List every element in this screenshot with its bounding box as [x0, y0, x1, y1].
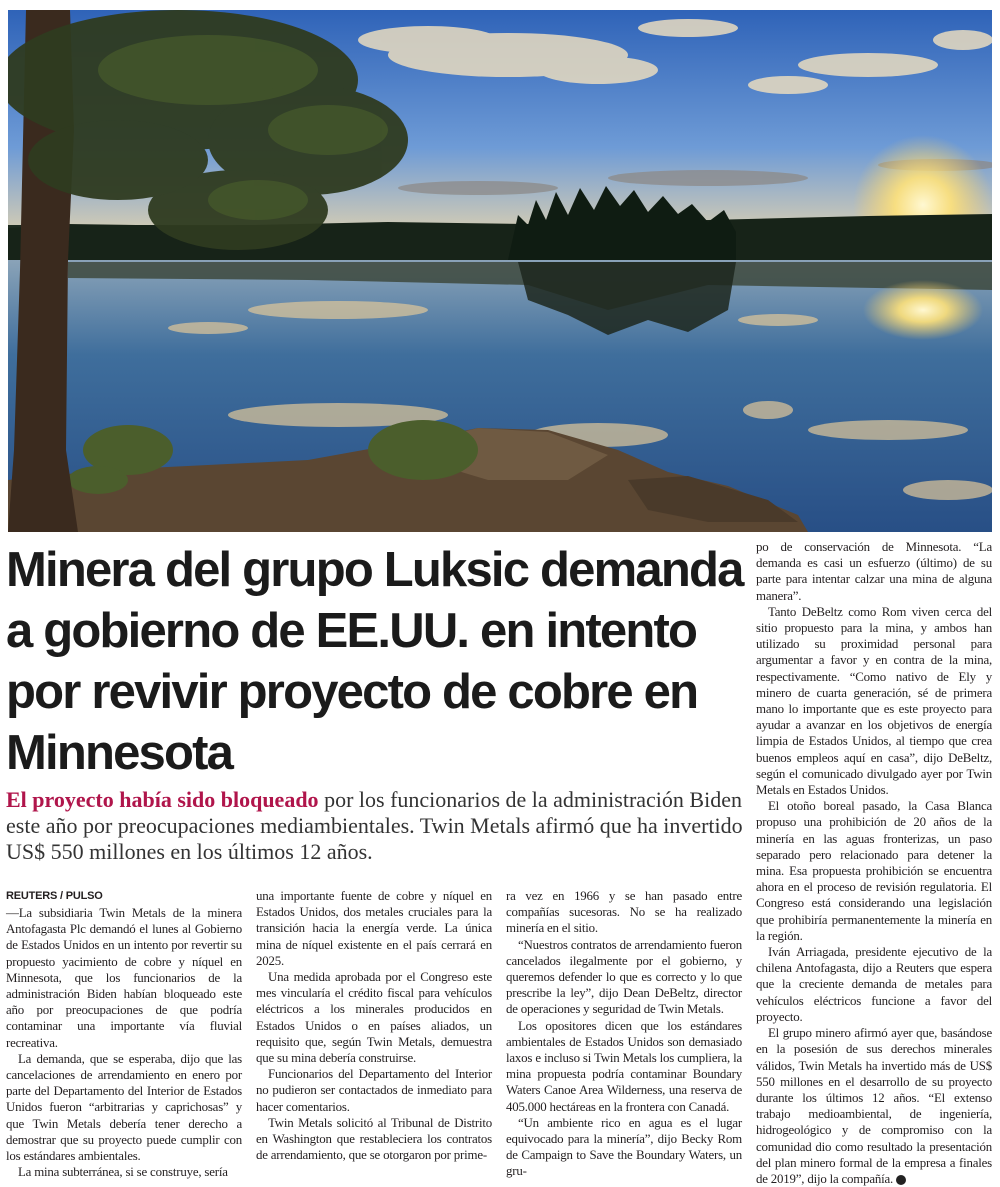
- paragraph: “Un ambiente rico en agua es el lugar equivocado para la minería”, dijo Becky Rom de Campaign to Save the Boundary Waters, un gru-: [506, 1115, 742, 1179]
- paragraph: Una medida aprobada por el Congreso este mes vincularía el crédito fiscal para vehículos eléctricos a los minerales producidos en Estados Unidos o en países aliados, un requisito que, según Twin Metals, demuestra que su mina debería construirse.: [256, 970, 492, 1066]
- lead-text: por los funcionarios de la administración Biden este año por preocupaciones mediambientales. Twin Metals afirmó que ha invertido US$ 550 millones en los últimos 12 años.: [6, 787, 743, 864]
- byline: REUTERS / PULSO: [6, 890, 103, 902]
- text-column-4: [756, 539, 992, 1187]
- paragraph: Los opositores dicen que los estándares ambientales de Estados Unidos son demasiado laxos e incluso si Twin Metals los cumpliera, la mina propuesta podría contaminar Boundary Waters Canoe Area Wilderness, una reserva de 405.000 hectáreas en la frontera con Canadá.: [506, 1018, 742, 1114]
- paragraph: Tanto DeBeltz como Rom viven cerca del sitio propuesto para la mina, y ambos han utilizado su proximidad personal para argumentar a favor y en contra de la mina, respectivamente. “Como nativo de Ely y minero de cuarta generación, sé de primera mano lo importante que es este proyecto para ayudar a avanzar en los objetivos de energía limpia de Estados Unidos, al tiempo que crea buenos empleos aquí en casa”, dijo DeBeltz, según el comunicado divulgado ayer por Twin Metals en Estados Unidos.: [756, 604, 992, 798]
- text-column-3: [506, 888, 742, 1180]
- paragraph: ra vez en 1966 y se han pasado entre compañías sucesoras. No se ha realizado minería en el sitio.: [506, 889, 742, 936]
- paragraph: Iván Arriagada, presidente ejecutivo de la chilena Antofagasta, dijo a Reuters que espera que la creciente demanda de metales para vehículos eléctricos funcione a favor del proyecto.: [756, 945, 992, 1024]
- paragraph: Funcionarios del Departamento del Interior no pudieron ser contactados de inmediato para hacer comentarios.: [256, 1067, 492, 1114]
- paragraph: El otoño boreal pasado, la Casa Blanca propuso una prohibición de 20 años de la minería en las aguas fronterizas, un paso separado pero relacionado para detener la mina. Esa propuesta prohibición se encuentra ahora en el proceso de revisión regulatoria. El Congreso está considerando una legislación que prohibiría permanentemente la minería en la región.: [756, 799, 992, 943]
- paragraph: Twin Metals solicitó al Tribunal de Distrito en Washington que restableciera los contratos de arrendamiento, que se otorgaron por prime-: [256, 1115, 492, 1163]
- lead-highlight: El proyecto había sido bloqueado: [6, 787, 319, 812]
- paragraph: una importante fuente de cobre y níquel en Estados Unidos, dos metales cruciales para la transición hacia la energía verde. La única mina de níquel existente en el país cerrará en 2025.: [256, 889, 492, 968]
- paragraph: La mina subterránea, si se construye, sería: [18, 1165, 228, 1180]
- paragraph-final-text: El grupo minero afirmó ayer que, basándose en la posesión de sus derechos minerales válidos, Twin Metals ha invertido más de US$ 550 millones en el desarrollo de su proyecto durante los últimos 12 años. “El extenso trabajo medioambiental, de ingeniería, hidrogeológico y de compromiso con la comunidad dio como resultado la presentación del plan minero formal de la empresa a finales de 2019”, dijo la compañía.: [756, 1026, 992, 1186]
- end-of-article-icon: [896, 1175, 906, 1185]
- paragraph: po de conservación de Minnesota. “La demanda es casi un esfuerzo (último) de su parte para intentar calzar una mina de alguna manera”.: [756, 540, 992, 603]
- text-column-1: [6, 888, 242, 1180]
- lead-paragraph: [6, 787, 746, 865]
- paragraph-final: [756, 1025, 992, 1187]
- headline: Minera del grupo Luksic demanda a gobierno de EE.UU. en intento por revivir proyecto de cobre en Minnesota: [6, 543, 743, 780]
- text-column-2: [256, 888, 492, 1163]
- paragraph: “Nuestros contratos de arrendamiento fueron cancelados ilegalmente por el gobierno, y queremos defender lo que es correcto y lo que prescribe la ley”, dijo Dean DeBeltz, director de operaciones y seguridad de Twin Metals.: [506, 937, 742, 1017]
- paragraph: La demanda, que se esperaba, dijo que las cancelaciones de arrendamiento en enero por parte del Departamento del Interior de Estados Unidos fueron “arbitrarias y caprichosas” y que Twin Metals debería tener derecho a demostrar que su proyecto puede cumplir con los estándares ambientales.: [6, 1051, 242, 1164]
- paragraph: —La subsidiaria Twin Metals de la minera Antofagasta Plc demandó el lunes al Gobierno de Estados Unidos en un intento por revertir su propuesto yacimiento de cobre y níquel en Minnesota, que los funcionarios de la administración Biden habían bloqueado este año por preocupaciones de que podría contaminar una importante vía fluvial recreativa.: [6, 906, 242, 1050]
- article-photo: [8, 10, 992, 532]
- lake-sunset-photo: [8, 10, 992, 532]
